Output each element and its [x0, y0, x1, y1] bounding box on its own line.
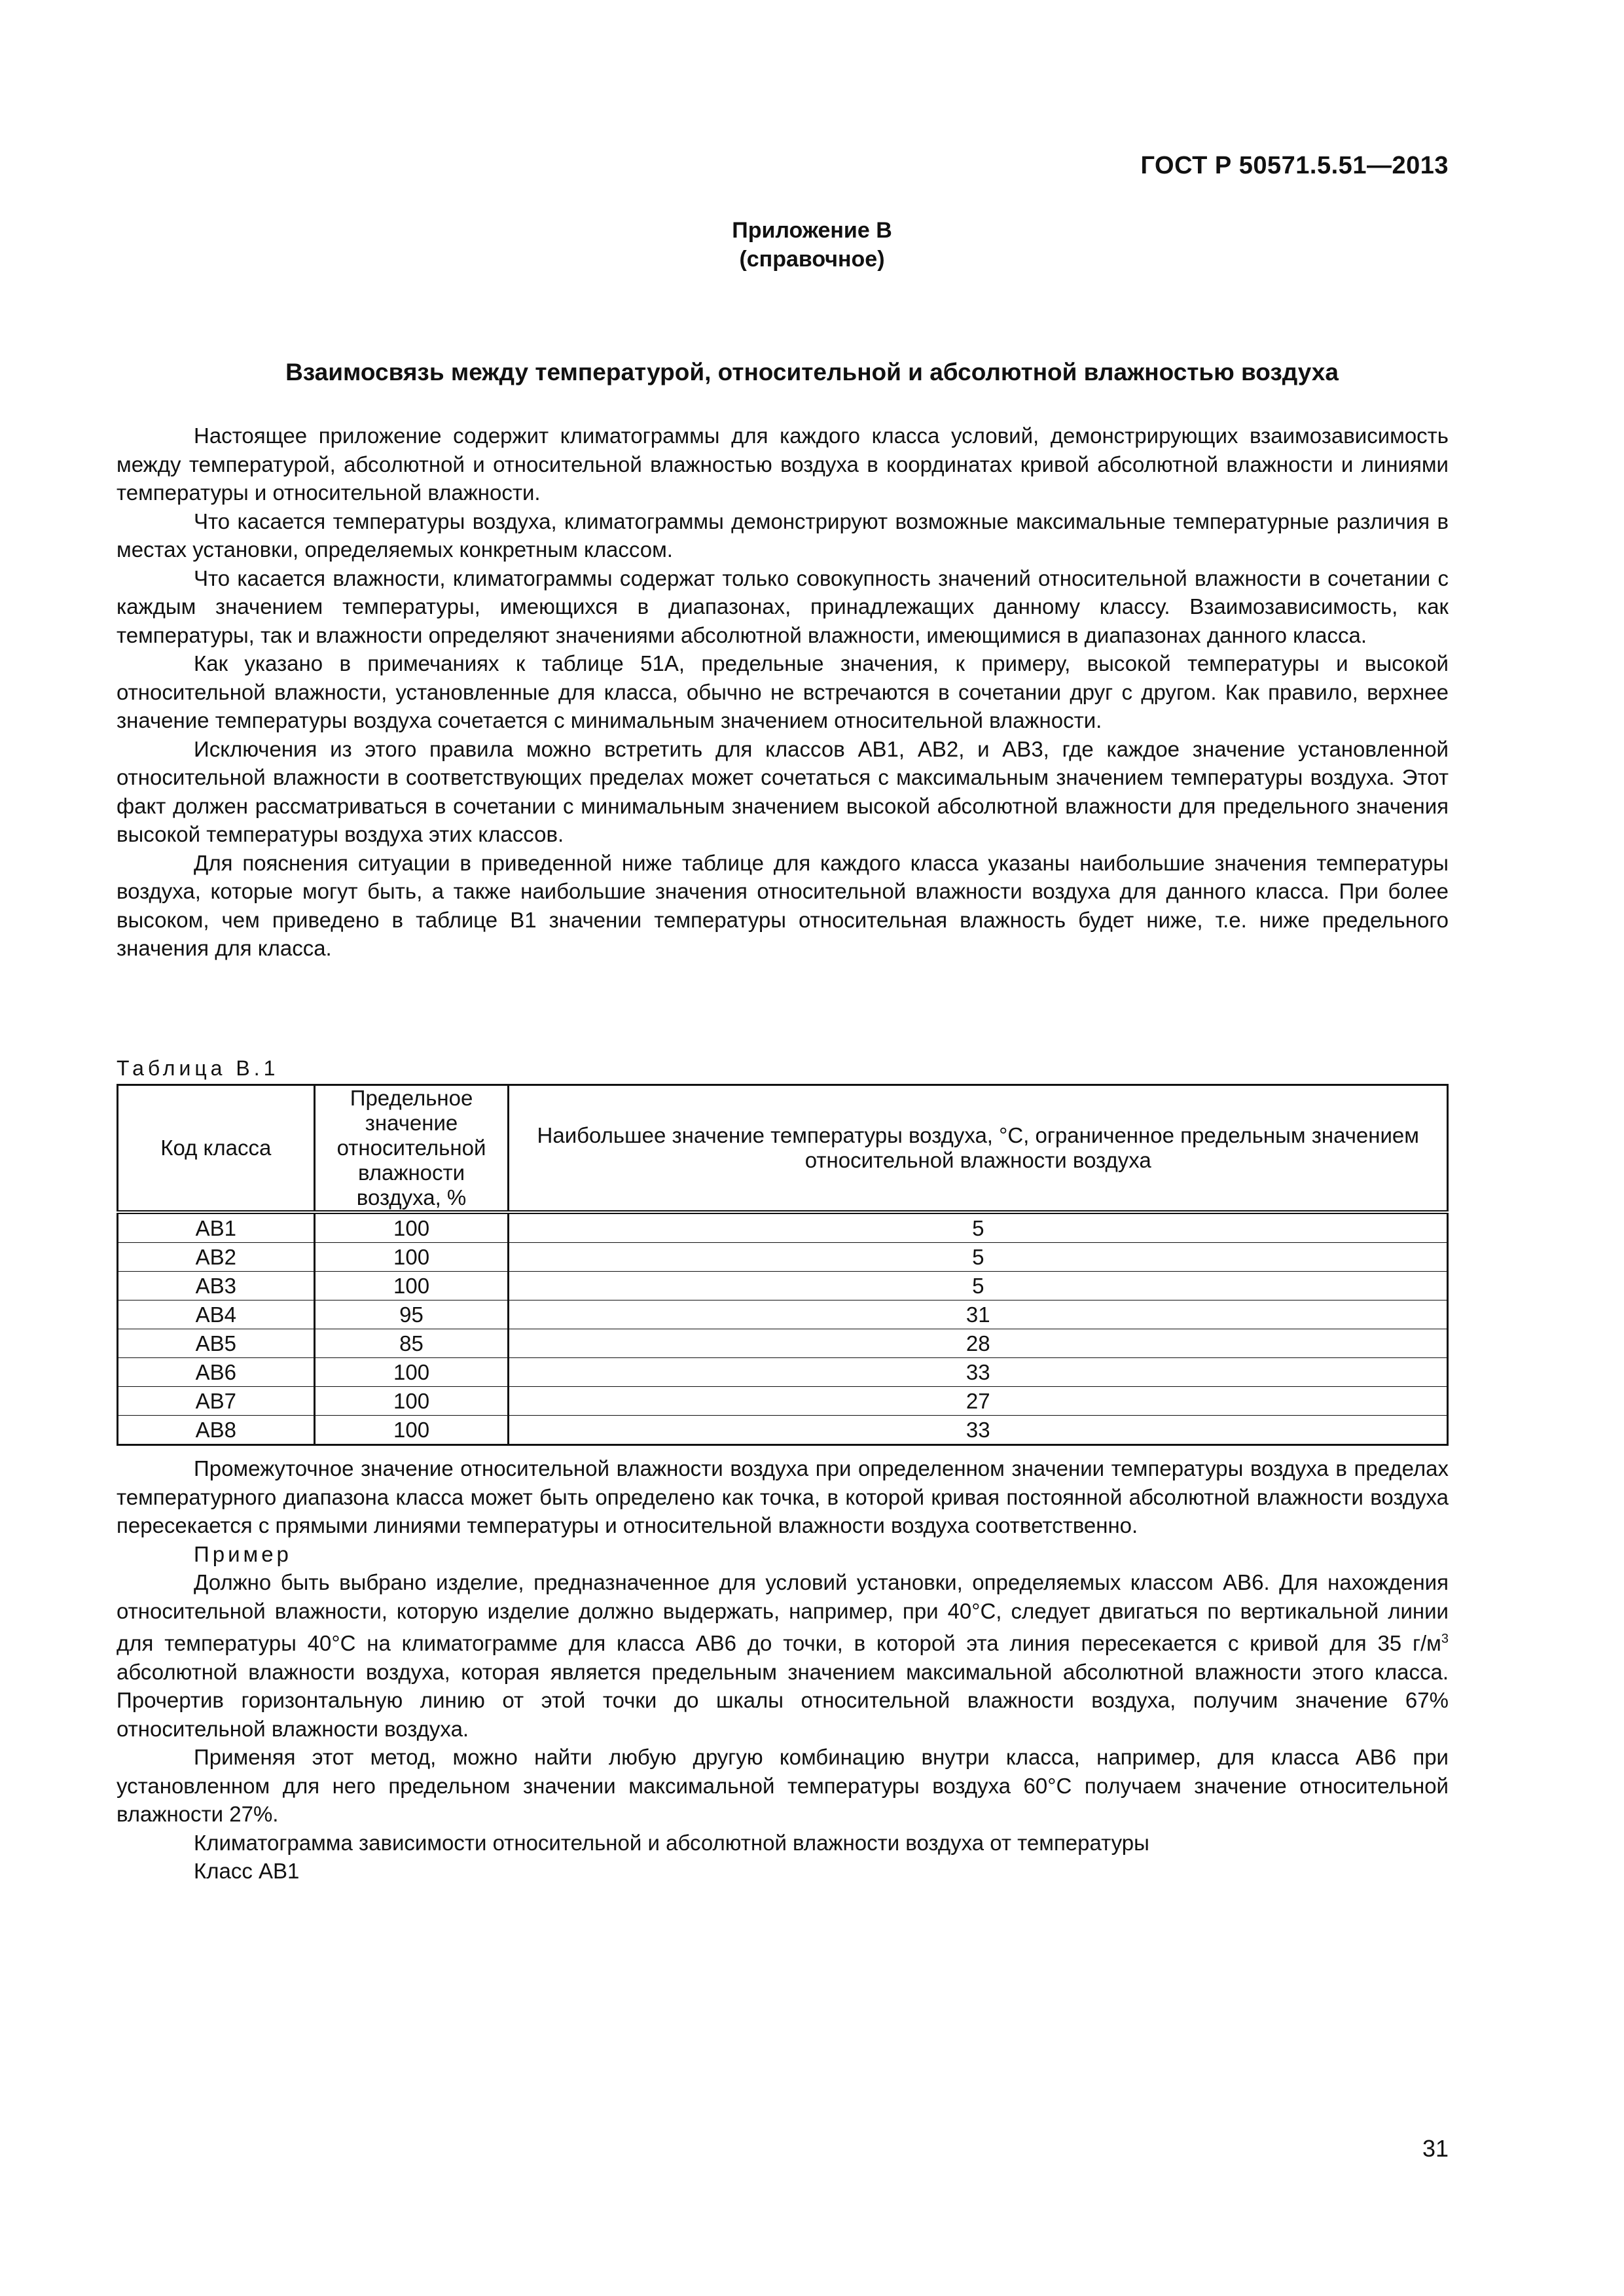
header-max-temperature: Наибольшее значение температуры воздуха, °С, ограниченное предельным значением относительной влажности воздуха [509, 1085, 1448, 1213]
superscript-exponent: 3 [1441, 1632, 1449, 1646]
example-text-start: Должно быть выбрано изделие, предназначенное для условий установки, определяемых классом АВ6. Для нахождения относительной влажности, которую изделие должно выдержать, например, при 40°С, следует двигаться по вертикальной линии для температуры 40°С на климатограмме для класса АВ6 до точки, в которой эта линия пересекается с кривой для 35 г/м [117, 1570, 1449, 1655]
climatogram-title: Климатограмма зависимости относительной и абсолютной влажности воздуха от температуры [194, 1830, 1149, 1855]
example-paragraph [117, 1568, 1449, 1743]
cell-class-code: АВ2 [118, 1243, 315, 1272]
cell-max-temperature: 27 [509, 1387, 1448, 1416]
page-number: 31 [1422, 2135, 1449, 2162]
standard-code: ГОСТ Р 50571.5.51—2013 [1140, 152, 1449, 179]
cell-class-code: АВ8 [118, 1416, 315, 1445]
table-caption [117, 1056, 279, 1081]
intro-paragraph: Настоящее приложение содержит климатограммы для каждого класса условий, демонстрирующих взаимозависимость между температурой, абсолютной и относительной влажностью воздуха в координатах кривой абсолютной влажности и линиями температуры и относительной влажности. [117, 423, 1449, 505]
table-row [118, 1243, 1448, 1272]
intro-paragraph: Что касается температуры воздуха, климатограммы демонстрируют возможные максимальные температурные различия в местах установки, определяемых конкретным классом. [117, 509, 1449, 562]
example-text-end: абсолютной влажности воздуха, которая является предельным значением максимальной абсолютной влажности этого класса. Прочертив горизонтальную линию от этой точки до шкалы относительной влажности воздуха, получим значение 67% относительной влажности воздуха. [117, 1659, 1449, 1741]
cell-humidity-limit: 100 [314, 1387, 509, 1416]
cell-humidity-limit: 100 [314, 1212, 509, 1243]
cell-humidity-limit: 95 [314, 1300, 509, 1329]
cell-max-temperature: 33 [509, 1358, 1448, 1387]
cell-humidity-limit: 100 [314, 1243, 509, 1272]
cell-max-temperature: 5 [509, 1243, 1448, 1272]
appendix-type: (справочное) [739, 247, 885, 272]
header-humidity-limit: Предельное значение относительной влажности воздуха, % [314, 1085, 509, 1213]
example-label: Пример [194, 1541, 292, 1566]
header-class-code: Код класса [118, 1085, 315, 1213]
class-label: Класс АВ1 [194, 1859, 300, 1883]
table-row [118, 1272, 1448, 1300]
table-header-row [118, 1085, 1448, 1213]
table-row [118, 1300, 1448, 1329]
table-row [118, 1387, 1448, 1416]
cell-max-temperature: 5 [509, 1212, 1448, 1243]
table-row [118, 1358, 1448, 1387]
cell-class-code: АВ3 [118, 1272, 315, 1300]
cell-humidity-limit: 100 [314, 1358, 509, 1387]
table-caption-prefix: Таблица [117, 1056, 226, 1080]
cell-max-temperature: 33 [509, 1416, 1448, 1445]
intro-paragraph: Что касается влажности, климатограммы содержат только совокупность значений относительной влажности в сочетании с каждым значением температуры, имеющихся в диапазонах, принадлежащих данному классу. Взаимозависимость, как температуры, так и влажности определяют значениями абсолютной влажности, имеющимися в диапазонах данного класса. [117, 565, 1449, 647]
cell-class-code: АВ1 [118, 1212, 315, 1243]
method-paragraph: Применяя этот метод, можно найти любую другую комбинацию внутри класса, например, для класса АВ6 при установленном для него предельном значении максимальной температуры воздуха 60°С получаем значение относительной влажности 27%. [117, 1745, 1449, 1826]
table-row [118, 1416, 1448, 1445]
intermediate-value-paragraph: Промежуточное значение относительной влажности воздуха при определенном значении температуры воздуха в пределах температурного диапазона класса может быть определено как точка, в которой кривая постоянной абсолютной влажности воздуха пересекается с прямыми линиями температуры и относительной влажности воздуха соответственно. [117, 1456, 1449, 1537]
cell-humidity-limit: 100 [314, 1416, 509, 1445]
table-row [118, 1329, 1448, 1358]
class-table [117, 1084, 1449, 1446]
cell-class-code: АВ4 [118, 1300, 315, 1329]
table-row [118, 1212, 1448, 1243]
cell-class-code: АВ5 [118, 1329, 315, 1358]
table-caption-number: В.1 [236, 1056, 280, 1080]
cell-humidity-limit: 100 [314, 1272, 509, 1300]
cell-max-temperature: 28 [509, 1329, 1448, 1358]
cell-max-temperature: 31 [509, 1300, 1448, 1329]
after-table-text [117, 1454, 1449, 1886]
cell-class-code: АВ6 [118, 1358, 315, 1387]
cell-class-code: АВ7 [118, 1387, 315, 1416]
appendix-title: Приложение В [732, 218, 892, 243]
intro-paragraph: Для пояснения ситуации в приведенной ниже таблице для каждого класса указаны наибольшие значения температуры воздуха, которые могут быть, а также наибольшие значения относительной влажности воздуха для данного класса. При более высоком, чем приведено в таблице В1 значении температуры относительная влажность будет ниже, т.е. ниже предельного значения для класса. [117, 850, 1449, 960]
intro-paragraph: Как указано в примечаниях к таблице 51А, предельные значения, к примеру, высокой температуры и высокой относительной влажности, установленные для класса, обычно не встречаются в сочетании друг с другом. Как правило, верхнее значение температуры воздуха сочетается с минимальным значением относительной влажности. [117, 651, 1449, 732]
cell-max-temperature: 5 [509, 1272, 1448, 1300]
appendix-heading [0, 216, 1624, 274]
section-title: Взаимосвязь между температурой, относительной и абсолютной влажностью воздуха [285, 359, 1339, 386]
intro-paragraph: Исключения из этого правила можно встретить для классов АВ1, АВ2, и АВ3, где каждое значение установленной относительной влажности в соответствующих пределах может сочетаться с максимальным значением температуры воздуха. Этот факт должен рассматриваться в сочетании с минимальным значением высокой абсолютной влажности для предельного значения высокой температуры воздуха этих классов. [117, 736, 1449, 846]
cell-humidity-limit: 85 [314, 1329, 509, 1358]
intro-text [117, 422, 1449, 963]
